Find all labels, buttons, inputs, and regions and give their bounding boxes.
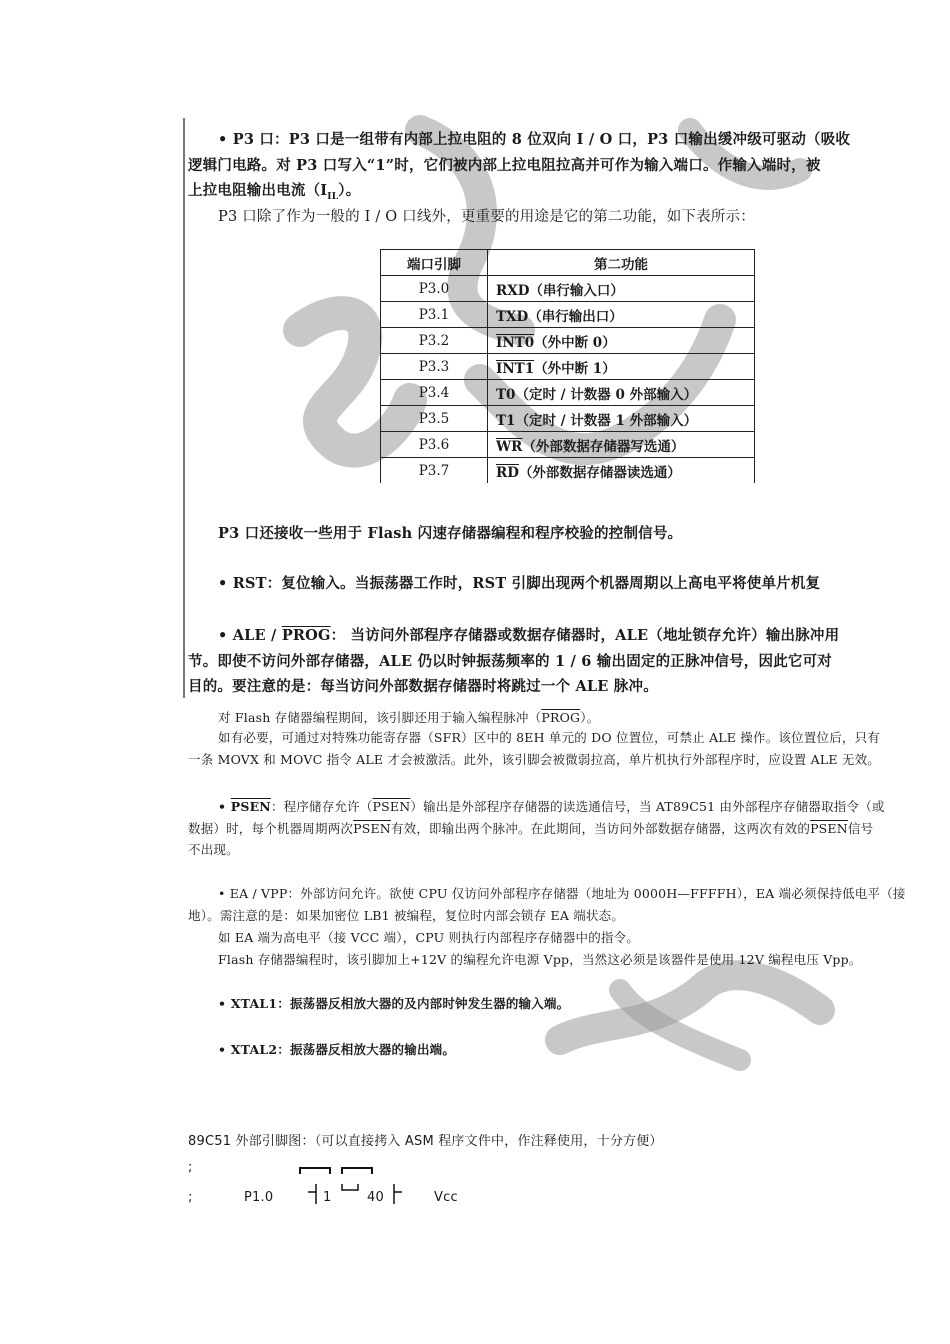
table-header-function: 第二功能 bbox=[488, 250, 755, 276]
table-cell-function bbox=[488, 406, 755, 432]
table-row bbox=[381, 432, 755, 458]
signal-description: （定时 / 计数器 0 外部输入） bbox=[515, 386, 698, 403]
ea-line-4: Flash 存储器编程时，该引脚加上+12V 的编程允许电源 Vpp，当然这必须是该器件是使用 12V 编程电压 Vpp。 bbox=[218, 952, 862, 967]
rst-text: • RST：复位输入。当振荡器工作时，RST 引脚出现两个机器周期以上高电平将使单片机复 bbox=[218, 575, 821, 592]
table-row bbox=[381, 380, 755, 406]
signal-description: （定时 / 计数器 1 外部输入） bbox=[515, 412, 698, 429]
table-cell-port: P3.3 bbox=[381, 354, 488, 380]
ale-line-6: 一条 MOVX 和 MOVC 指令 ALE 才会被激活。此外，该引脚会被微弱拉高，单片机执行外部程序时，应设置 ALE 无效。 bbox=[188, 752, 880, 767]
table-row bbox=[381, 302, 755, 328]
table-cell-port: P3.7 bbox=[381, 458, 488, 484]
table-row bbox=[381, 354, 755, 380]
table-cell-function bbox=[488, 276, 755, 302]
signal-description: （外中断 0） bbox=[534, 334, 616, 351]
table-row bbox=[381, 458, 755, 484]
table-cell-function bbox=[488, 328, 755, 354]
p3-line-3: 上拉电阻输出电流$(I_{IL})$。 bbox=[188, 182, 361, 202]
table-header-row bbox=[381, 250, 755, 276]
xtal2-text: • XTAL2：振荡器反相放大器的输出端。 bbox=[218, 1042, 456, 1057]
table-cell-port: P3.2 bbox=[381, 328, 488, 354]
table-cell-function bbox=[488, 432, 755, 458]
table-cell-function bbox=[488, 458, 755, 484]
pinout-title: 89C51 外部引脚图：（可以直接拷入 ASM 程序文件中，作注释使用，十分方便） bbox=[188, 1134, 663, 1149]
pinout-semicolon-1: ; bbox=[188, 1160, 193, 1175]
p3-after-table: P3 口还接收一些用于 Flash 闪速存储器编程和程序校验的控制信号。 bbox=[218, 525, 683, 542]
p3-line-1: • P3 口：P3 口是一组带有内部上拉电阻的 8 位双向 I / O 口，P3 口输出缓冲级可驱动（吸收 bbox=[218, 131, 851, 148]
signal-description: （外中断 1） bbox=[534, 360, 616, 377]
pin-40-name: Vcc bbox=[434, 1190, 458, 1205]
table-cell-port: P3.4 bbox=[381, 380, 488, 406]
table-header-port: 端口引脚 bbox=[381, 250, 488, 276]
ale-line-1: • ALE / PROG： 当访问外部程序存储器或数据存储器时，ALE（地址锁存允许）输出脉冲用 bbox=[218, 627, 840, 644]
signal-name: $\overline{WR}$ bbox=[496, 438, 523, 455]
table-row bbox=[381, 328, 755, 354]
signal-description: （外部数据存储器读选通） bbox=[518, 464, 681, 481]
table-cell-port: P3.5 bbox=[381, 406, 488, 432]
table-cell-function bbox=[488, 302, 755, 328]
psen-line-2: 数据）时，每个机器周期两次PSEN有效，即输出两个脉冲。在此期间，当访问外部数据存储器，这两次有效的PSEN信号 bbox=[188, 821, 874, 836]
table-row bbox=[381, 406, 755, 432]
pin-1-number: 1 bbox=[323, 1190, 332, 1205]
signal-name: T0 bbox=[496, 386, 516, 403]
table-cell-function bbox=[488, 354, 755, 380]
pinout-chip-outline bbox=[296, 1164, 406, 1204]
pin-1-name: P1.0 bbox=[244, 1190, 274, 1205]
signal-name: $\overline{RD}$ bbox=[496, 464, 519, 481]
signal-description: （串行输入口） bbox=[529, 282, 624, 299]
ale-line-5: 如有必要，可通过对特殊功能寄存器（SFR）区中的 8EH 单元的 DO 位置位，可禁止 ALE 操作。该位置位后，只有 bbox=[218, 730, 880, 745]
table-cell-function bbox=[488, 380, 755, 406]
signal-name: T1 bbox=[496, 412, 516, 429]
signal-name: INT0 bbox=[496, 334, 535, 351]
xtal1-text: • XTAL1：振荡器反相放大器的及内部时钟发生器的输入端。 bbox=[218, 996, 570, 1011]
signal-description: （串行输出口） bbox=[528, 308, 623, 325]
ale-line-4: 对 Flash 存储器编程期间，该引脚还用于输入编程脉冲（PROG）。 bbox=[218, 710, 600, 725]
ale-line-3: 目的。要注意的是：每当访问外部数据存储器时将跳过一个 ALE 脉冲。 bbox=[188, 678, 658, 695]
p3-line-2: 逻辑门电路。对 P3 口写入“1”时，它们被内部上拉电阻拉高并可作为输入端口。作输入端时，被 bbox=[188, 157, 821, 174]
ale-line-2: 节。即使不访问外部存储器，ALE 仍以时钟振荡频率的 1 / 6 输出固定的正脉冲信号，因此它可对 bbox=[188, 653, 833, 670]
table-cell-port: P3.0 bbox=[381, 276, 488, 302]
signal-name: TXD bbox=[496, 308, 529, 325]
ea-line-1: • EA / VPP：外部访问允许。欲使 CPU 仅访问外部程序存储器（地址为 0000H—FFFFH），EA 端必须保持低电平（接 bbox=[218, 886, 906, 901]
ea-line-3: 如 EA 端为高电平（接 VCC 端），CPU 则执行内部程序存储器中的指令。 bbox=[218, 930, 640, 945]
psen-line-3: 不出现。 bbox=[188, 842, 239, 857]
p3-line-4: P3 口除了作为一般的 I / O 口线外，更重要的用途是它的第二功能，如下表所示： bbox=[218, 209, 755, 225]
ea-line-2: 地）。需注意的是：如果加密位 LB1 被编程，复位时内部会锁存 EA 端状态。 bbox=[188, 908, 625, 923]
table-cell-port: P3.6 bbox=[381, 432, 488, 458]
signal-name: RXD bbox=[496, 282, 530, 299]
table-cell-port: P3.1 bbox=[381, 302, 488, 328]
pinout-semicolon-2: ; bbox=[188, 1190, 193, 1205]
signal-name: INT1 bbox=[496, 360, 535, 377]
signal-description: （外部数据存储器写选通） bbox=[522, 438, 685, 455]
pin-40-number: 40 bbox=[367, 1190, 384, 1205]
p3-function-table bbox=[380, 249, 755, 483]
table-row bbox=[381, 276, 755, 302]
scan-left-edge bbox=[183, 118, 185, 698]
psen-line-1: • PSEN：程序储存允许（PSEN）输出是外部程序存储器的读选通信号，当 AT89C51 由外部程序存储器取指令（或 bbox=[218, 799, 885, 814]
